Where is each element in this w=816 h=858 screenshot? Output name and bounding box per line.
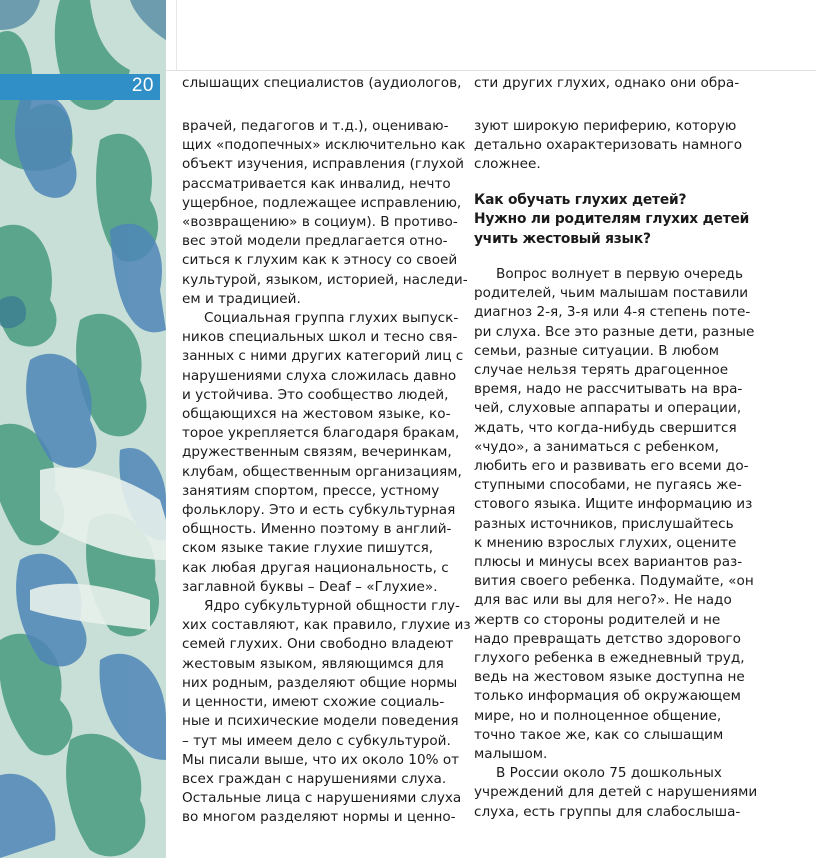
text-line: и устойчива. Это сообщество людей,	[182, 386, 449, 403]
text-line: зуют широкую периферию, которую	[474, 118, 737, 134]
text-line: нарушениями слуха сложилась давно	[182, 367, 457, 384]
text-line: заглавной буквы – Deaf – «Глухие».	[182, 578, 438, 595]
text-line: чей, слуховые аппараты и операции,	[474, 400, 742, 417]
text-line: ситься к глухим как к этносу со своей	[182, 252, 458, 269]
text-line: семьи, разные ситуации. В любом	[474, 342, 719, 359]
left-column-body	[182, 117, 471, 828]
text-line: торое укрепляется благодаря бракам,	[182, 425, 460, 442]
text-line: слуха, есть группы для слабослыша-	[474, 803, 741, 820]
text-line: Остальные лица с нарушениями слуха	[182, 790, 462, 807]
text-line: клубам, общественным организациям,	[182, 463, 462, 480]
text-line: ри слуха. Все это разные дети, разные	[474, 323, 755, 340]
right-column-top-line: сти других глухих, однако они обра-	[474, 75, 740, 91]
text-line: ждать, что когда-нибудь свершится	[474, 419, 737, 436]
text-line: разных источников, прислушайтесь	[474, 515, 734, 532]
text-line: врачей, педагогов и т.д.), оцениваю-	[182, 118, 449, 134]
text-line: ском языке такие глухие пишутся,	[182, 540, 434, 557]
text-line: В России около 75 дошкольных	[496, 765, 722, 782]
text-line: диагноз 2-я, 3-я или 4-я степень поте-	[474, 304, 751, 321]
text-line: как любая другая национальность, с	[182, 559, 449, 576]
header-rule	[166, 70, 816, 71]
text-line: к мнению взрослых глухих, оцените	[474, 534, 737, 551]
section-heading	[474, 191, 750, 249]
text-line: общающихся на жестовом языке, ко-	[182, 406, 451, 423]
text-line: ем и традицией.	[182, 290, 301, 307]
text-line: них родным, разделяют общие нормы	[182, 674, 458, 691]
text-line: время, надо не рассчитывать на вра-	[474, 381, 743, 398]
text-line: Ядро субкультурной общности глу-	[204, 598, 460, 615]
text-line: объект изучения, исправления (глухой	[182, 156, 464, 173]
right-column-intro	[474, 117, 746, 175]
text-line: ступными способами, не пугаясь же-	[474, 477, 742, 494]
text-line: для вас или вы для него?». Не надо	[474, 592, 732, 609]
page-number: 20	[131, 75, 154, 96]
text-line: мире, но и полноценное общение,	[474, 707, 722, 724]
text-line: Социальная группа глухих выпуск-	[204, 310, 459, 327]
text-line: родителей, чьим малышам поставили	[474, 285, 749, 302]
text-line: сложнее.	[474, 156, 541, 173]
hands-pattern-graphic	[0, 0, 166, 858]
text-line: точно такое же, как со слышащим	[474, 726, 724, 743]
text-line: жестовым языком, являющимся для	[182, 655, 444, 672]
heading-line: Как обучать глухих детей?	[474, 192, 687, 208]
left-column-top-line: слышащих специалистов (аудиологов,	[182, 75, 462, 91]
text-line: – тут мы имеем дело с субкультурой.	[182, 732, 451, 749]
text-line: стового языка. Ищите информацию из	[474, 496, 753, 513]
text-line: «возвращению» в социум). В противо-	[182, 214, 458, 231]
header-divider-vertical	[176, 0, 177, 70]
text-line: плюсы и минусы всех вариантов раз-	[474, 554, 743, 571]
text-line: случае нельзя терять драгоценное	[474, 362, 729, 379]
heading-line: Нужно ли родителям глухих детей	[474, 211, 750, 228]
text-line: и ценности, имеют схожие социаль-	[182, 694, 445, 711]
text-line: Вопрос волнует в первую очередь	[496, 266, 743, 282]
text-line: ников специальных школ и тесно свя-	[182, 329, 458, 346]
text-line: дружественным связям, вечеринкам,	[182, 444, 452, 461]
text-line: во многом разделяют нормы и ценно-	[182, 809, 456, 826]
text-line: рассматривается как инвалид, нечто	[182, 175, 451, 192]
text-line: глухого ребенка в ежедневный труд,	[474, 650, 745, 667]
text-line: только информация об окружающем	[474, 688, 741, 705]
text-line: занятиям спортом, прессе, устному	[182, 482, 440, 499]
text-line: «чудо», а заниматься с ребенком,	[474, 438, 720, 455]
right-column-body	[474, 265, 758, 822]
text-line: любить его и развивать его всеми до-	[474, 458, 749, 475]
text-line: вес этой модели предлагается отно-	[182, 233, 448, 250]
text-line: жертв со стороны родителей и не	[474, 611, 721, 628]
text-line: семей глухих. Они свободно владеют	[182, 636, 454, 653]
text-line: ные и психические модели поведения	[182, 713, 459, 730]
text-line: занных с ними других категорий лиц с	[182, 348, 464, 365]
text-line: щих «подопечных» исключительно как	[182, 137, 466, 154]
text-line: ущербное, подлежащее исправлению,	[182, 194, 462, 211]
decorative-hands-illustration	[0, 0, 166, 858]
text-line: общность. Именно поэтому в англий-	[182, 521, 452, 538]
text-line: малышом.	[474, 746, 548, 763]
text-line: надо превращать детство здорового	[474, 630, 741, 647]
text-line: детально охарактеризовать намного	[474, 137, 743, 154]
page-number-band	[0, 74, 160, 100]
text-line: ведь на жестовом языке доступна не	[474, 669, 745, 686]
text-line: хих составляют, как правило, глухие из	[182, 617, 471, 634]
text-line: культурой, языком, историей, наследи-	[182, 271, 468, 288]
text-line: фольклору. Это и есть субкультурная	[182, 502, 456, 519]
text-line: Мы писали выше, что их около 10% от	[182, 751, 460, 768]
text-line: учреждений для детей с нарушениями	[474, 784, 758, 801]
heading-line: учить жестовый язык?	[474, 230, 651, 247]
text-line: вития своего ребенка. Подумайте, «он	[474, 573, 754, 590]
text-line: всех граждан с нарушениями слуха.	[182, 770, 447, 787]
